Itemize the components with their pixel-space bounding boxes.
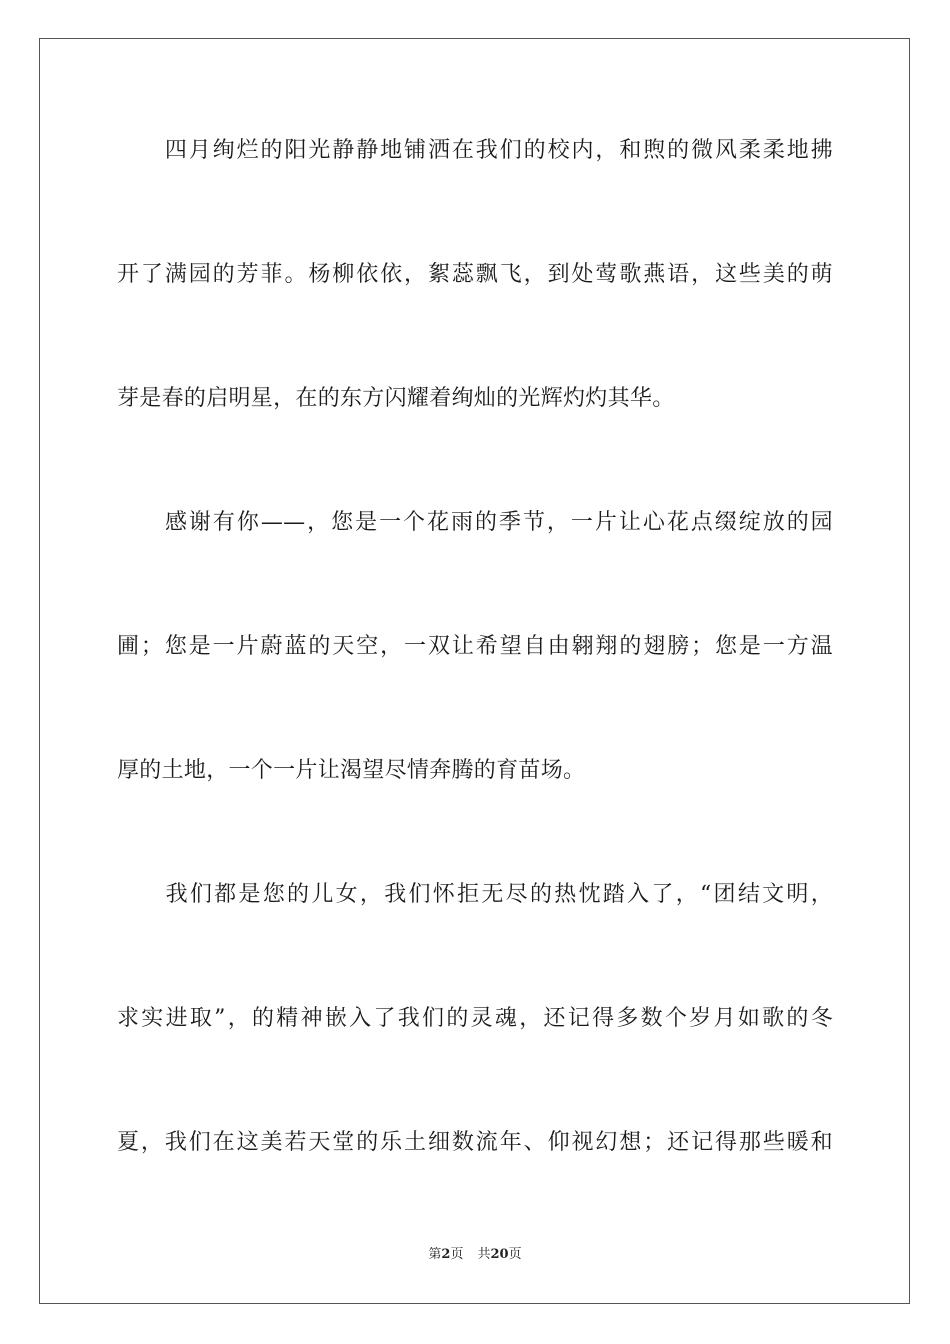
paragraph-1-line-2: 开了满园的芳菲。杨柳依依，絮蕊飘飞，到处莺歌燕语，这些美的萌 [117,262,833,287]
paragraph-3-line-1: 我们都是您的儿女，我们怀拒无尽的热忱踏入了，“团结文明， [117,882,833,907]
paragraph-2-line-3: 厚的土地，一个一片让渴望尽情奔腾的育苗场。 [117,758,586,783]
page-number-current: 2 [441,1247,451,1262]
page-total-suffix: 页 [508,1247,522,1262]
paragraph-3-line-3: 夏，我们在这美若天堂的乐土细数流年、仰视幻想；还记得那些暖和 [117,1130,833,1155]
page-number-prefix: 第 [428,1247,442,1262]
page-footer [0,1246,950,1264]
paragraph-2-line-1: 感谢有你——，您是一个花雨的季节，一片让心花点缀绽放的园 [117,510,833,535]
page-number-total: 20 [490,1247,509,1262]
paragraph-3-line-2: 求实进取”，的精神嵌入了我们的灵魂，还记得多数个岁月如歌的冬 [117,1006,833,1031]
paragraph-1-line-1: 四月绚烂的阳光静静地铺洒在我们的校内，和煦的微风柔柔地拂 [117,138,833,163]
page-border [39,38,910,1304]
page-total-prefix: 共 [477,1247,491,1262]
page-number-suffix: 页 [450,1247,464,1262]
paragraph-1-line-3: 芽是春的启明星，在的东方闪耀着绚灿的光辉灼灼其华。 [117,386,675,411]
paragraph-2-line-2: 圃；您是一片蔚蓝的天空，一双让希望自由翱翔的翅膀；您是一方温 [117,634,833,659]
